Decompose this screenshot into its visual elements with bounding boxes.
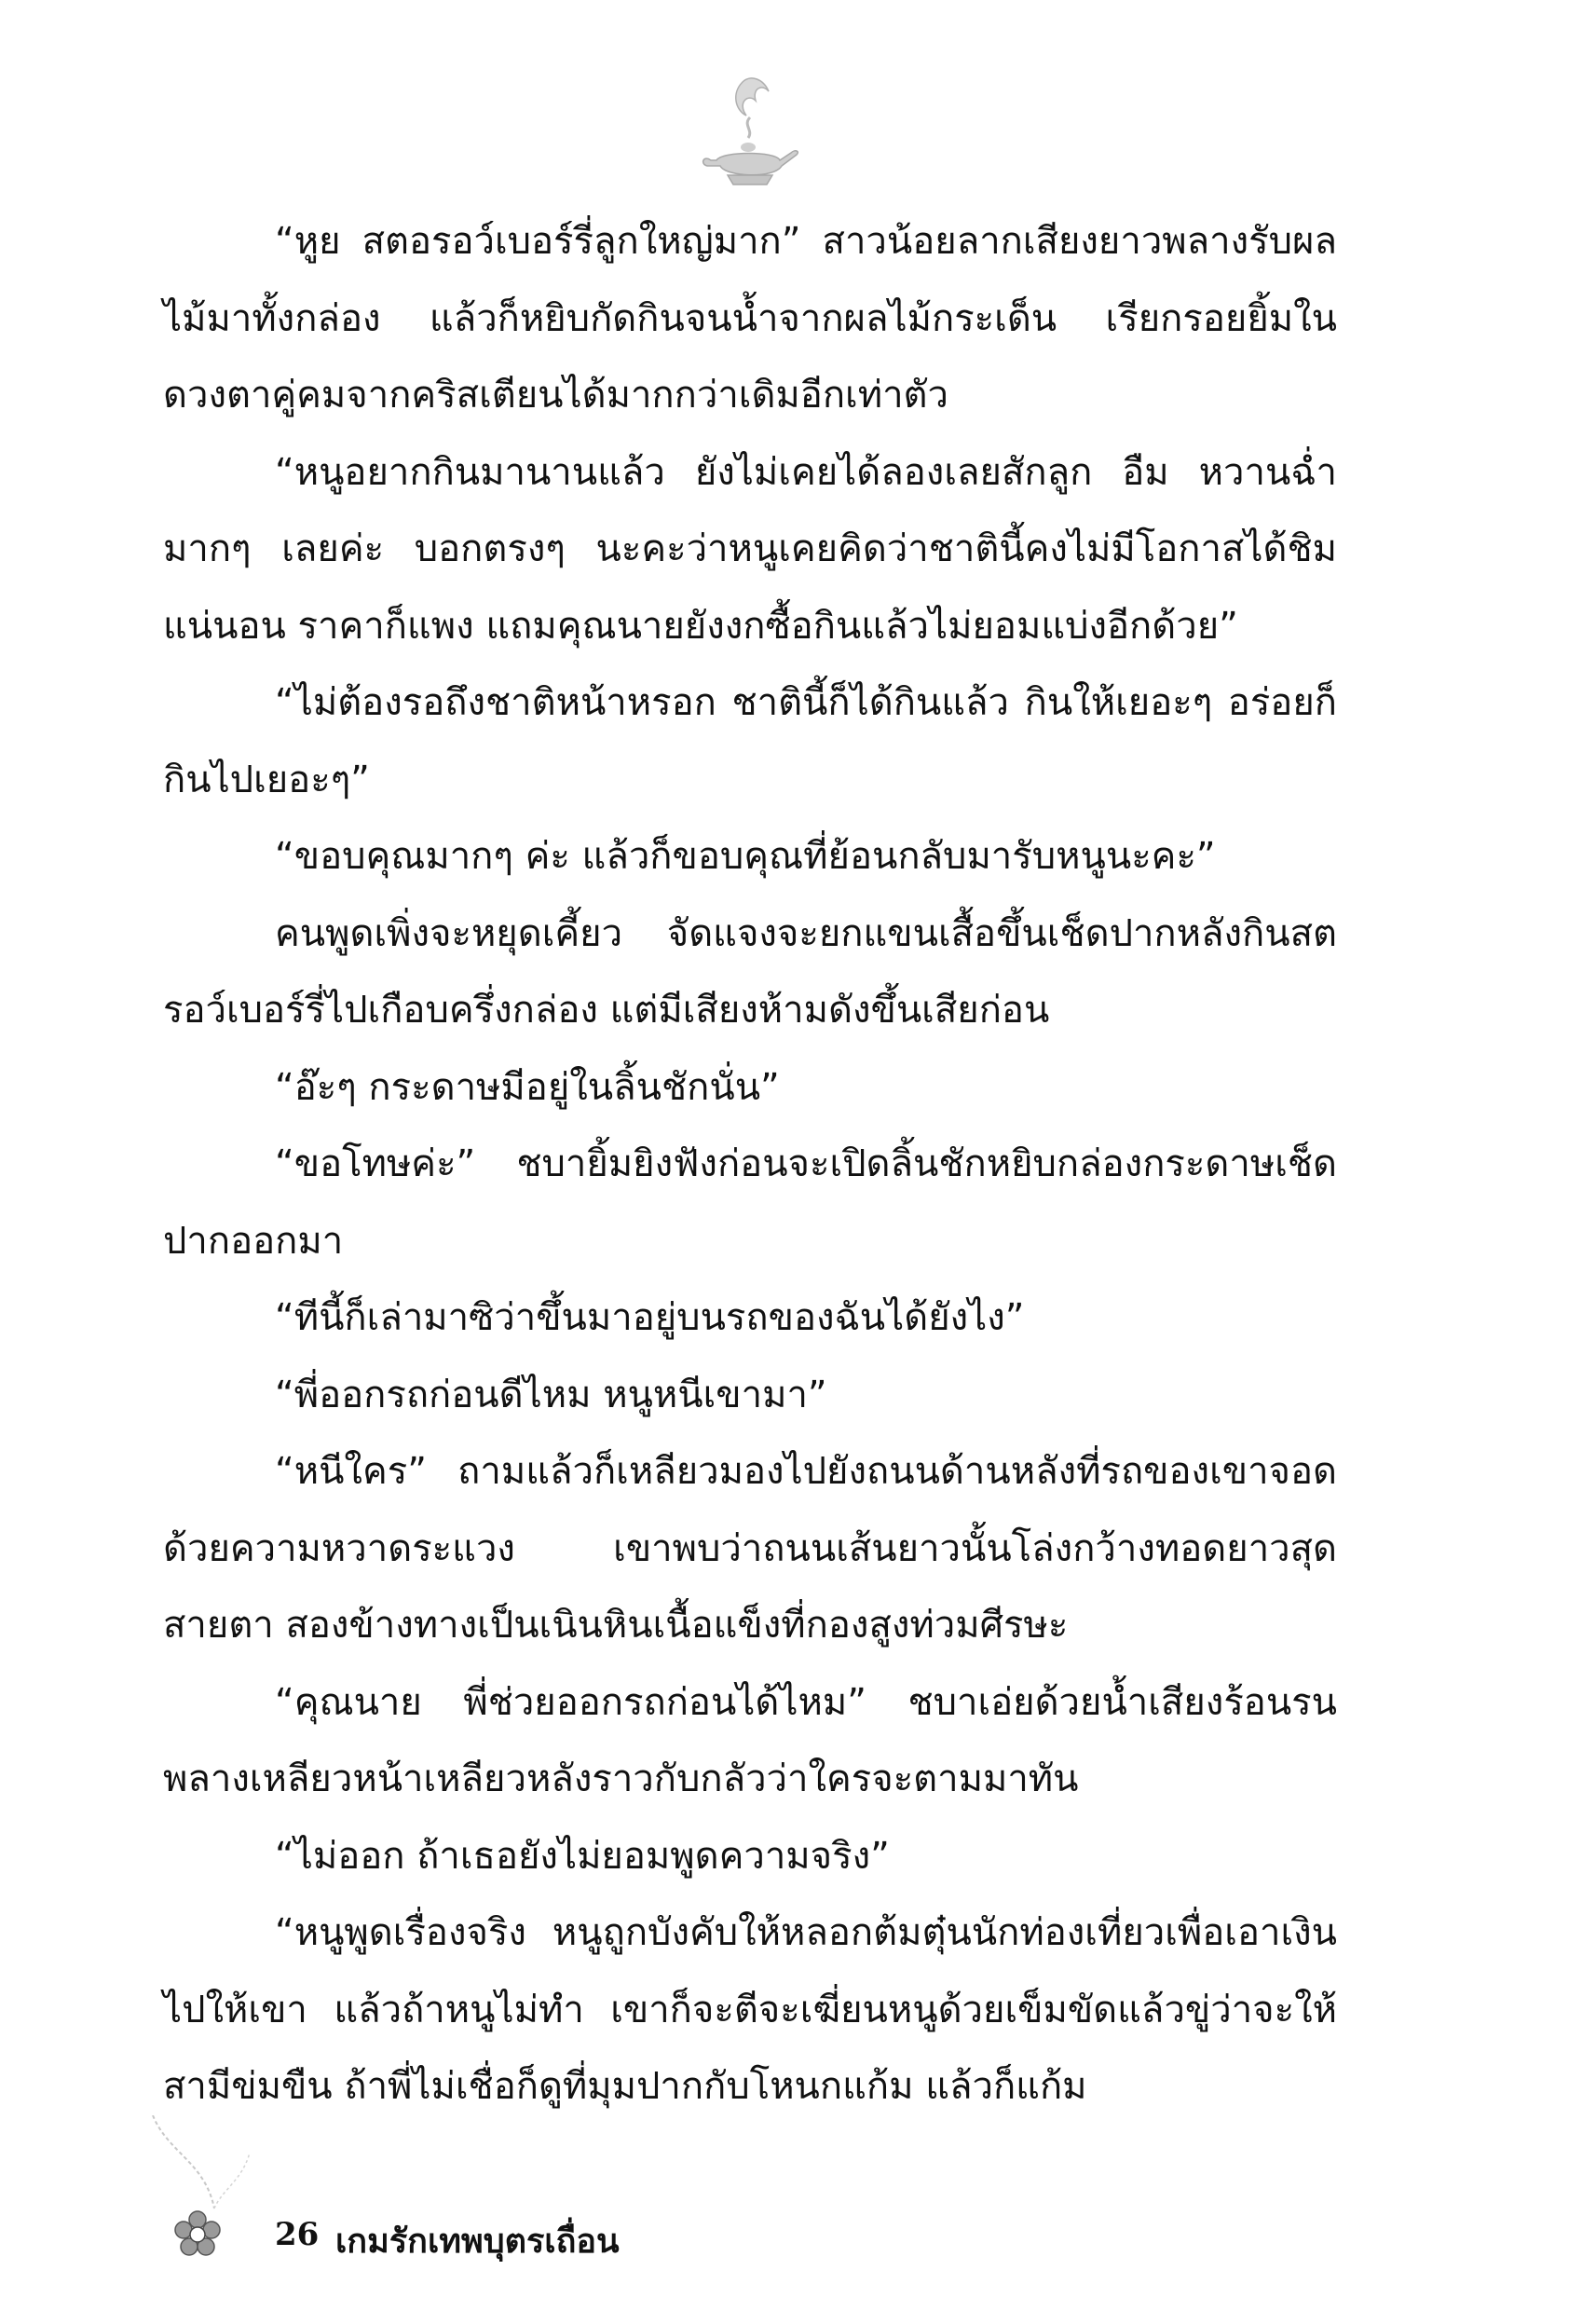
page-number: 26 xyxy=(275,2216,320,2253)
paragraph: “ขอบคุณมากๆ ค่ะ แล้วก็ขอบคุณที่ย้อนกลับมารับหนูนะคะ” xyxy=(275,835,1216,878)
paragraph: “พี่ออกรถก่อนดีไหม หนูหนีเขามา” xyxy=(275,1373,827,1416)
paragraph: “หูย สตอรอว์เบอร์รี่ลูกใหญ่มาก” สาวน้อยลากเสียงยาวพลางรับผลไม้มาทั้งกล่อง แล้วก็หยิบกัดกินจนน้ำจากผลไม้กระเด็น เรียกรอยยิ้มในดวงตาคู่คมจากคริสเตียนได้มากกว่าเดิมอีกเท่าตัว xyxy=(163,220,1337,417)
paragraph: “หนีใคร” ถามแล้วก็เหลียวมองไปยังถนนด้านหลังที่รถของเขาจอดด้วยความหวาดระแวง เขาพบว่าถนนเส้นยาวนั้นโล่งกว้างทอดยาวสุดสายตา สองข้างทางเป็นเนินหินเนื้อแข็งที่กองสูงท่วมศีรษะ xyxy=(163,1450,1337,1647)
paragraph: “ขอโทษค่ะ” ชบายิ้มยิงฟังก่อนจะเปิดลิ้นชักหยิบกล่องกระดาษเช็ดปากออกมา xyxy=(163,1142,1337,1263)
page-footer xyxy=(149,2115,801,2274)
flower-pendant-icon xyxy=(149,2115,252,2274)
paragraph: “หนูพูดเรื่องจริง หนูถูกบังคับให้หลอกต้มตุ๋นนักท่องเที่ยวเพื่อเอาเงินไปให้เขา แล้วถ้าหนูไม่ทำ เขาก็จะตีจะเฆี่ยนหนูด้วยเข็มขัดแล้วขู่ว่าจะให้สามีข่มขืน ถ้าพี่ไม่เชื่อก็ดูที่มุมปากกับโหนกแก้ม แล้วก็แก้ม xyxy=(163,1911,1337,2108)
paragraph: “ไม่ต้องรอถึงชาติหน้าหรอก ชาตินี้ก็ได้กินแล้ว กินให้เยอะๆ อร่อยก็กินไปเยอะๆ” xyxy=(163,681,1337,801)
paragraph: “อ๊ะๆ กระดาษมีอยู่ในลิ้นชักนั่น” xyxy=(275,1065,780,1109)
paragraph: “ทีนี้ก็เล่ามาซิว่าขึ้นมาอยู่บนรถของฉันได้ยังไง” xyxy=(275,1296,1025,1339)
paragraph: “คุณนาย พี่ช่วยออกรถก่อนได้ไหม” ชบาเอ่ยด้วยน้ำเสียงร้อนรนพลางเหลียวหน้าเหลียวหลังราวกับกลัวว่าใครจะตามมาทัน xyxy=(163,1680,1337,1800)
paragraph: “หนูอยากกินมานานแล้ว ยังไม่เคยได้ลองเลยสักลูก อืม หวานฉ่ำมากๆ เลยค่ะ บอกตรงๆ นะคะว่าหนูเคยคิดว่าชาตินี้คงไม่มีโอกาสได้ชิมแน่นอน ราคาก็แพง แถมคุณนายยังงกซื้อกินแล้วไม่ยอมแบ่งอีกด้วย” xyxy=(163,450,1337,648)
body-text xyxy=(163,203,1337,2126)
paragraph: “ไม่ออก ถ้าเธอยังไม่ยอมพูดความจริง” xyxy=(275,1834,890,1878)
magic-lamp-icon xyxy=(694,75,806,196)
book-title: เกมรักเทพบุตรเถื่อน xyxy=(335,2222,620,2261)
paragraph: คนพูดเพิ่งจะหยุดเคี้ยว จัดแจงจะยกแขนเสื้อขึ้นเช็ดปากหลังกินสตรอว์เบอร์รี่ไปเกือบครึ่งกล่อง แต่มีเสียงห้ามดังขึ้นเสียก่อน xyxy=(163,911,1337,1032)
